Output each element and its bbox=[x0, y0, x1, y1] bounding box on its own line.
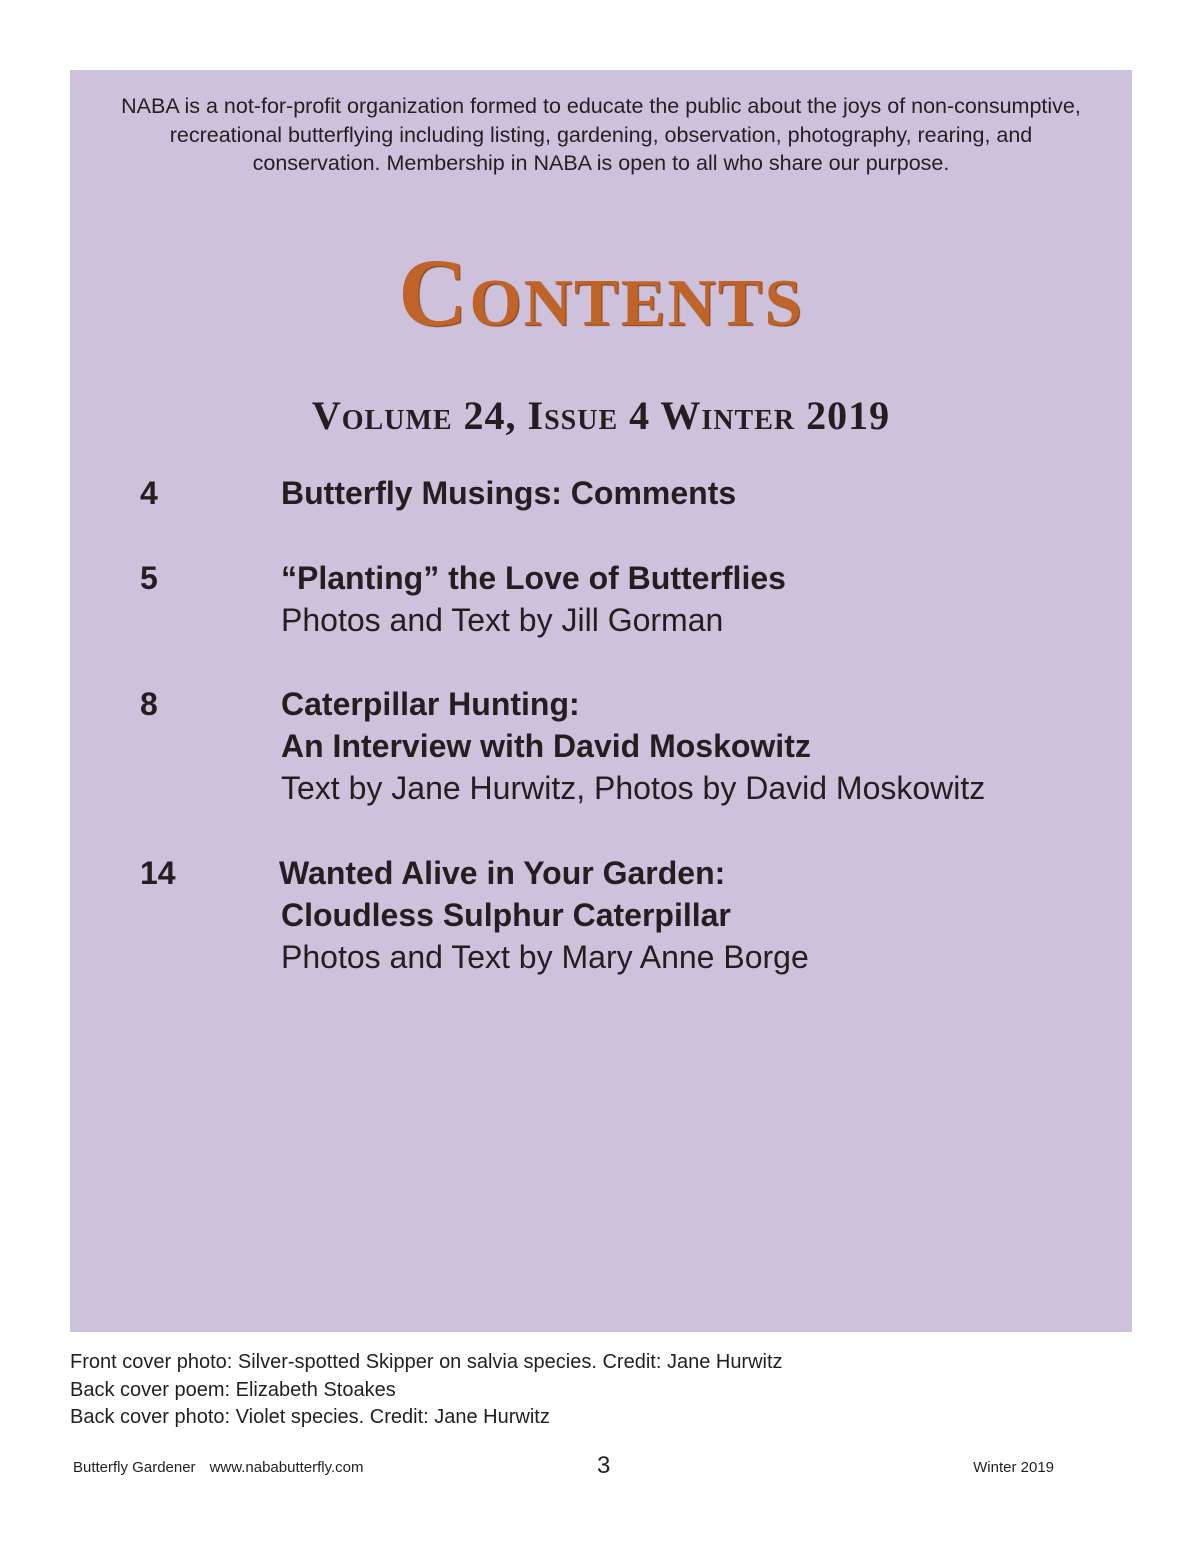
footer-issue: Winter 2019 bbox=[973, 1459, 1054, 1476]
toc-page-number: 4 bbox=[140, 475, 158, 511]
cover-credits bbox=[70, 1349, 783, 1432]
issue-line: Volume 24, Issue 4 Winter 2019 bbox=[311, 393, 891, 438]
contents-title: Contents bbox=[398, 239, 804, 346]
toc-credit: Text by Jane Hurwitz, Photos by David Moskowitz bbox=[281, 770, 986, 806]
toc-title-line: “Planting” the Love of Butterflies bbox=[281, 560, 786, 596]
footer-publication-info bbox=[73, 1459, 364, 1476]
mission-statement: NABA is a not-for-profit organization formed to educate the public about the joys of non-consumptive, recreational butterflying including listing, gardening, observation, photography, rearing, and conservation. Membership in NABA is open to all who share our purpose. bbox=[121, 94, 1081, 175]
toc-title-line: An Interview with David Moskowitz bbox=[281, 728, 811, 764]
toc-page-number: 14 bbox=[140, 855, 176, 891]
front-cover-credit: Front cover photo: Silver-spotted Skipper on salvia species. Credit: Jane Hurwitz bbox=[70, 1351, 783, 1373]
toc-title-line: Wanted Alive in Your Garden: bbox=[279, 855, 726, 891]
toc-title-line: Butterfly Musings: Comments bbox=[281, 475, 737, 511]
toc-credit: Photos and Text by Jill Gorman bbox=[281, 602, 724, 638]
toc-page-number: 8 bbox=[140, 686, 158, 722]
toc-credit: Photos and Text by Mary Anne Borge bbox=[281, 939, 809, 975]
page-number: 3 bbox=[597, 1452, 611, 1479]
toc-title-line: Cloudless Sulphur Caterpillar bbox=[281, 897, 731, 933]
publication-name: Butterfly Gardener bbox=[73, 1459, 196, 1476]
website-link[interactable]: www.nababutterfly.com bbox=[209, 1459, 364, 1476]
back-cover-poem-credit: Back cover poem: Elizabeth Stoakes bbox=[70, 1378, 396, 1401]
back-cover-photo-credit: Back cover photo: Violet species. Credit: Jane Hurwitz bbox=[70, 1406, 550, 1428]
toc-page-number: 5 bbox=[140, 560, 158, 596]
page-footer bbox=[73, 1452, 1063, 1482]
toc-title-line: Caterpillar Hunting: bbox=[281, 686, 580, 722]
contents-panel bbox=[70, 70, 1132, 1332]
